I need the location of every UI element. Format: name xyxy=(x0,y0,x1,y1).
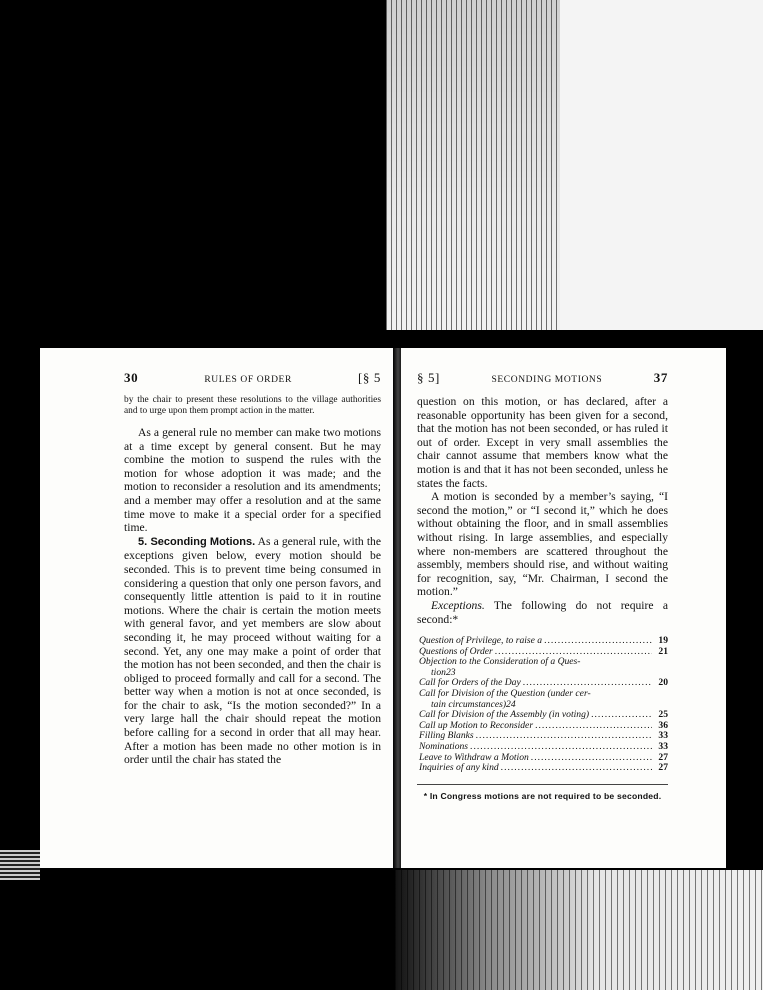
left-paragraph-1: As a general rule no member can make two motions at a time except by general consent. But he may combine the motion to suspend the rules with the motion for whose adoption it was made; and the motion to reconsider a resolution and its amendments; and a member may offer a resolution and at the same time move to make it a special order for a specified time. xyxy=(124,426,381,535)
left-page xyxy=(40,348,396,868)
scan-artifact-left xyxy=(0,850,40,880)
exceptions-heading: Exceptions. xyxy=(431,598,485,612)
section-heading-seconding-motions: 5. Seconding Motions. xyxy=(138,535,256,548)
right-section-mark: § 5] xyxy=(417,370,440,385)
footnote: * In Congress motions are not required to be seconded. xyxy=(423,790,662,801)
left-section-mark: [§ 5 xyxy=(358,370,381,385)
right-paragraph-3-text: The following do not require a second:* xyxy=(417,598,668,626)
right-page xyxy=(401,348,726,868)
left-running-head xyxy=(124,370,381,386)
scan-artifact-bottom xyxy=(395,870,763,990)
list-item: Filling Blanks ..... 33 xyxy=(419,731,668,742)
footnote-divider xyxy=(417,784,668,785)
list-item: Objection to the Consideration of a Ques- xyxy=(419,656,581,668)
left-carryover-text: by the chair to present these resolutions to the village authorities and to urge upon them prompt action in the matter. xyxy=(124,395,381,416)
list-item: Call for Orders of the Day ..... 20 xyxy=(419,678,668,689)
right-running-title: SECONDING MOTIONS xyxy=(491,375,603,385)
left-paragraph-2 xyxy=(124,535,381,767)
right-page-number: 37 xyxy=(653,370,668,385)
left-page-number: 30 xyxy=(124,370,139,385)
list-item: Call for Division of the Question (under cer- xyxy=(419,688,591,700)
list-item-continuation: tion 23 xyxy=(431,666,456,678)
list-item: Call up Motion to Reconsider ..... 36 xyxy=(419,721,668,732)
list-item: Inquiries of any kind ..... 27 xyxy=(419,763,668,774)
right-paragraph-2: A motion is seconded by a member’s saying, “I second the motion,” or “I second it,” which he does without obtaining the floor, and in small assemblies without rising. In large assemblies, and especially where non-members are scattered throughout the assembly, members should rise, and without waiting for recognition, say, “Mr. Chairman, I second the motion.” xyxy=(417,490,668,599)
left-paragraph-2-text: As a general rule, with the exceptions given below, every motion should be seconded. This is to prevent time being consumed in considering a question that only one person favors, and consequently little attention is paid to it in routine motions. Where the chair is certain the motion meets with general favor, and yet members are slow about seconding it, he may proceed without waiting for a second. Yet, any one may make a point of order that the motion has not been seconded, and then the chair is obliged to proceed formally and call for a second. The better way when a motion is not at once seconded, is for the chair to ask, “Is the motion seconded?” In a very large hall the chair should repeat the motion before calling for a second in order that all may hear. After a motion has been made no other motion is in order until the chair has stated the xyxy=(124,534,382,767)
right-paragraph-3 xyxy=(417,599,668,626)
list-item: Questions of Order ..... 21 xyxy=(419,647,668,658)
right-paragraph-1: question on this motion, or has declared, after a reasonable opportunity has been given for a second, that the motion has not been seconded, or has ruled it out of order. Except in very small assemblies the chair cannot assume that members know what the motion is and that it has not been seconded, unless he states the facts. xyxy=(417,395,668,490)
list-item-continuation: tain circumstances) 24 xyxy=(431,698,516,710)
list-item: Nominations ..... 33 xyxy=(419,742,668,753)
list-item: Question of Privilege, to raise a ..... 19 xyxy=(419,636,668,647)
list-item: Call for Division of the Assembly (in voting) ..... 25 xyxy=(419,710,668,721)
left-running-title: RULES OF ORDER xyxy=(204,375,292,385)
exceptions-list xyxy=(419,636,668,774)
scan-artifact-top-bright xyxy=(560,0,763,330)
list-item: Leave to Withdraw a Motion ..... 27 xyxy=(419,753,668,764)
right-running-head xyxy=(417,370,668,386)
